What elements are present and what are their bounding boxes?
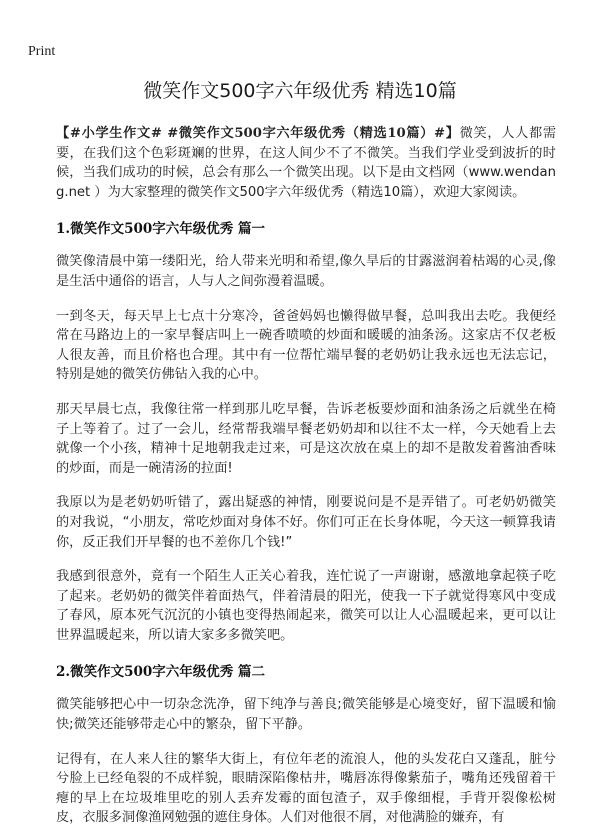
intro-paragraph <box>56 124 556 202</box>
section-1-paragraph-2: 一到冬天，每天早上七点十分寒冷，爸爸妈妈也懒得做早餐，总叫我出去吃。我便经常在马路边上的一家早餐店叫上一碗香喷喷的炒面和暖暖的油条汤。这家店不仅老板人很友善，而且价格也合理。其中有一位帮忙端早餐的老奶奶让我永远也无法忘记，特别是她的微笑仿佛钻入我的心中。 <box>56 308 556 383</box>
section-1-paragraph-5: 我感到很意外，竟有一个陌生人正关心着我，连忙说了一声谢谢，感激地拿起筷子吃了起来。老奶奶的微笑伴着面热气，伴着清晨的阳光，使我一下子就觉得寒风中变成了春风，原本死气沉沉的小镇也变得热闹起来，微笑可以让人心温暖起来，更可以让世界温暖起来，所以请大家多多微笑吧。 <box>56 569 556 643</box>
section-heading-1: 1.微笑作文500字六年级优秀 篇一 <box>56 221 265 238</box>
section-1-paragraph-3: 那天早晨七点，我像往常一样到那儿吃早餐，告诉老板要炒面和油条汤之后就坐在椅子上等着了。过了一会儿，经常帮我端早餐老奶奶却和以往不太一样，今天她看上去就像一个小孩，精神十足地朝我走过来，可是这次放在桌上的却不是散发着酱油香味的炒面，而是一碗清汤的拉面! <box>56 401 556 476</box>
section-1-paragraph-1: 微笑像清晨中第一缕阳光，给人带来光明和希望,像久旱后的甘露滋润着枯竭的心灵,像是生活中通俗的语言，人与人之间弥漫着温暖。 <box>56 254 556 289</box>
section-2-paragraph-2: 记得有，在人来人往的繁华大街上，有位年老的流浪人，他的头发花白又蓬乱，脏兮兮脸上已经龟裂的不成样貌，眼睛深陷像枯井，嘴唇冻得像紫茄子，嘴角还残留着干瘪的早上在垃圾堆里吃的别人丢弃发霉的面包渣子，双手像细棍，手背开裂像松树皮，衣服多洞像渔网勉强的遮住身体。人们对他很不屑，对他满脸的嫌弃，有 <box>56 751 556 826</box>
article-body <box>56 124 556 828</box>
intro-bold-tag: 【#小学生作文# #微笑作文500字六年级优秀（精选10篇）#】 <box>56 126 460 141</box>
print-link[interactable]: Print <box>28 44 56 59</box>
page-title: 微笑作文500字六年级优秀 精选10篇 <box>143 80 457 102</box>
section-1-paragraph-4: 我原以为是老奶奶听错了，露出疑惑的神情，刚要说问是不是弄错了。可老奶奶微笑的对我说，“小朋友，常吃炒面对身体不好。你们可正在长身体呢，今天这一顿算我请你，反正我们开早餐的也不差你几个钱!” <box>56 495 556 550</box>
section-heading-2: 2.微笑作文500字六年级优秀 篇二 <box>56 664 265 681</box>
section-2-paragraph-1: 微笑能够把心中一切杂念洗净，留下纯净与善良;微笑能够是心境变好，留下温暖和愉快;微笑还能够带走心中的繁杂，留下平静。 <box>56 697 556 733</box>
intro-text: 微笑，人人都需要，在我们这个色彩斑斓的世界，在这人间少不了不微笑。当我们学业受到波折的时候，当我们成功的时候，总会有那么一个微笑出现。以下是由文档网（www.wendang.net ）为大家整理的微笑作文500字六年级优秀（精选10篇），欢迎大家阅读。 <box>56 126 557 200</box>
